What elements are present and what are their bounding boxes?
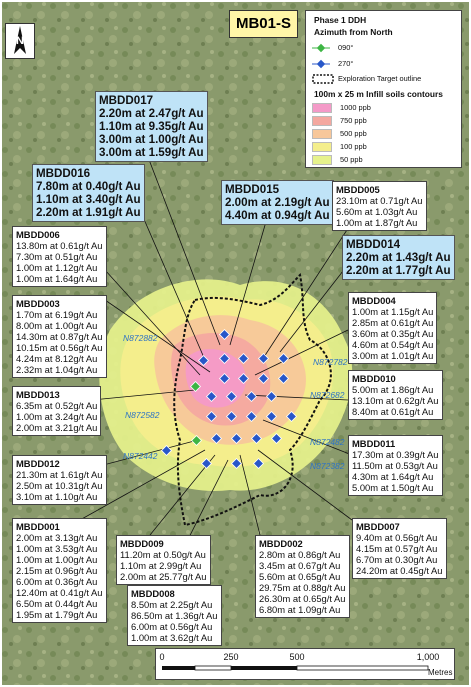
legend-target-outline — [312, 74, 421, 84]
gridline-label: N872482 — [310, 437, 345, 447]
hole-label-mbdd009 — [116, 535, 211, 585]
intercept: 3.00m at 1.59g/t Au — [99, 146, 204, 159]
intercept: 12.40m at 0.41g/t Au — [16, 587, 103, 598]
intercept: 2.32m at 1.04g/t Au — [16, 364, 98, 375]
gridline-label: N872782 — [313, 357, 348, 367]
intercept: 7.30m at 0.51g/t Au — [16, 251, 98, 262]
intercept: 1.00m at 3.24g/t Au — [16, 411, 98, 422]
hole-name: MBDD014 — [346, 238, 401, 251]
map-title: MB01-S — [229, 10, 298, 38]
dashed-outline-icon — [312, 74, 334, 84]
intercept: 26.30m at 0.65g/t Au — [259, 593, 346, 604]
intercept: 5.60m at 1.03g/t Au — [336, 206, 418, 217]
legend-azimuth-270-label: 270° — [338, 59, 354, 68]
intercept: 8.00m at 1.00g/t Au — [16, 320, 98, 331]
hole-name: MBDD005 — [336, 184, 380, 195]
hole-name: MBDD004 — [352, 295, 396, 306]
intercept: 5.60m at 0.65g/t Au — [259, 571, 341, 582]
intercept: 4.15m at 0.57g/t Au — [356, 543, 438, 554]
intercept: 2.15m at 0.96g/t Au — [16, 565, 98, 576]
hole-label-mbdd015 — [221, 180, 334, 225]
legend-azimuth-090 — [312, 43, 353, 53]
intercept: 2.20m at 2.47g/t Au — [99, 107, 204, 120]
scale-graphic — [156, 664, 454, 676]
gridline-label: N872682 — [310, 390, 345, 400]
swatch-1000ppb — [312, 103, 332, 113]
hole-label-mbdd011 — [348, 435, 443, 496]
intercept: 1.00m at 1.12g/t Au — [16, 262, 98, 273]
blue-diamond-icon — [312, 59, 330, 69]
intercept: 2.00m at 3.21g/t Au — [16, 422, 98, 433]
intercept: 2.80m at 0.86g/t Au — [259, 549, 341, 560]
hole-name: MBDD002 — [259, 538, 303, 549]
intercept: 9.40m at 0.56g/t Au — [356, 532, 438, 543]
intercept: 2.85m at 0.61g/t Au — [352, 317, 434, 328]
hole-name: MBDD011 — [352, 438, 396, 449]
hole-label-mbdd017 — [95, 91, 208, 162]
swatch-750ppb — [312, 116, 332, 126]
legend-soil-50 — [312, 155, 363, 165]
gridline-label: N872882 — [123, 333, 158, 343]
swatch-100ppb — [312, 142, 332, 152]
intercept: 4.60m at 0.54g/t Au — [352, 339, 434, 350]
intercept: 24.20m at 0.45g/t Au — [356, 565, 443, 576]
intercept: 23.10m at 0.71g/t Au — [336, 195, 423, 206]
scale-label: 0 — [159, 652, 165, 662]
legend-soil-100 — [312, 142, 367, 152]
intercept: 13.10m at 0.62g/t Au — [352, 395, 439, 406]
intercept: 2.20m at 1.77g/t Au — [346, 264, 451, 277]
legend-heading: Phase 1 DDH — [314, 15, 367, 25]
legend-azimuth-270 — [312, 59, 353, 69]
hole-label-mbdd010 — [348, 370, 443, 420]
intercept: 6.35m at 0.52g/t Au — [16, 400, 98, 411]
intercept: 86.50m at 1.36g/t Au — [131, 610, 218, 621]
hole-name: MBDD017 — [99, 94, 154, 107]
hole-label-mbdd014 — [342, 235, 455, 280]
intercept: 1.10m at 3.40g/t Au — [36, 193, 141, 206]
hole-name: MBDD012 — [16, 458, 60, 469]
legend-soil-500 — [312, 129, 367, 139]
legend — [305, 10, 462, 168]
hole-label-mbdd003 — [12, 295, 107, 378]
intercept: 11.20m at 0.50g/t Au — [120, 549, 206, 560]
hole-label-mbdd005 — [332, 181, 427, 231]
intercept: 6.70m at 0.30g/t Au — [356, 554, 438, 565]
legend-azimuth-heading: Azimuth from North — [314, 27, 393, 37]
hole-label-mbdd002 — [255, 535, 350, 618]
legend-soil-50-label: 50 ppb — [340, 155, 363, 164]
legend-soil-1000 — [312, 103, 371, 113]
hole-name: MBDD010 — [352, 373, 396, 384]
intercept: 17.30m at 0.39g/t Au — [352, 449, 439, 460]
legend-soils-heading: 100m x 25 m Infill soils contours — [314, 89, 443, 99]
green-diamond-icon — [312, 43, 330, 53]
hole-name: MBDD009 — [120, 538, 164, 549]
intercept: 3.00m at 1.01g/t Au — [352, 350, 434, 361]
intercept: 3.00m at 1.00g/t Au — [99, 133, 204, 146]
intercept: 7.80m at 0.40g/t Au — [36, 180, 141, 193]
intercept: 13.80m at 0.61g/t Au — [16, 240, 103, 251]
legend-soil-750-label: 750 ppb — [340, 116, 367, 125]
hole-label-mbdd016 — [32, 164, 145, 222]
hole-name: MBDD007 — [356, 521, 400, 532]
intercept: 29.75m at 0.88g/t Au — [259, 582, 346, 593]
scale-label: 500 — [289, 652, 305, 662]
intercept: 5.00m at 1.86g/t Au — [352, 384, 434, 395]
hole-label-mbdd012 — [12, 455, 107, 505]
hole-name: MBDD003 — [16, 298, 60, 309]
gridline-label: N872582 — [125, 410, 160, 420]
intercept: 1.10m at 2.99g/t Au — [120, 560, 202, 571]
legend-soil-100-label: 100 ppb — [340, 142, 367, 151]
intercept: 3.60m at 0.35g/t Au — [352, 328, 434, 339]
intercept: 4.30m at 1.64g/t Au — [352, 471, 434, 482]
intercept: 8.50m at 2.25g/t Au — [131, 599, 213, 610]
intercept: 1.00m at 3.62g/t Au — [131, 632, 213, 643]
intercept: 1.95m at 1.79g/t Au — [16, 609, 98, 620]
intercept: 11.50m at 0.53g/t Au — [352, 460, 438, 471]
legend-azimuth-090-label: 090° — [338, 43, 354, 52]
swatch-500ppb — [312, 129, 332, 139]
intercept: 6.50m at 0.44g/t Au — [16, 598, 98, 609]
north-arrow — [5, 23, 35, 59]
north-label: N — [16, 35, 24, 47]
legend-target-outline-label: Exploration Target outline — [338, 74, 422, 83]
legend-soil-500-label: 500 ppb — [340, 129, 367, 138]
intercept: 1.70m at 6.19g/t Au — [16, 309, 98, 320]
intercept: 10.15m at 0.56g/t Au — [16, 342, 103, 353]
intercept: 14.30m at 0.87g/t Au — [16, 331, 103, 342]
hole-name: MBDD013 — [16, 389, 60, 400]
intercept: 4.24m at 8.12g/t Au — [16, 353, 98, 364]
intercept: 2.00m at 3.13g/t Au — [16, 532, 98, 543]
intercept: 1.00m at 3.53g/t Au — [16, 543, 98, 554]
legend-soil-750 — [312, 116, 367, 126]
hole-name: MBDD015 — [225, 183, 280, 196]
intercept: 1.00m at 1.15g/t Au — [352, 306, 434, 317]
hole-label-mbdd013 — [12, 386, 101, 436]
gridline-label: N872442 — [123, 451, 158, 461]
hole-name: MBDD008 — [131, 588, 175, 599]
intercept: 1.00m at 1.64g/t Au — [16, 273, 98, 284]
intercept: 4.40m at 0.94g/t Au — [225, 209, 330, 222]
intercept: 3.45m at 0.67g/t Au — [259, 560, 341, 571]
intercept: 6.00m at 0.56g/t Au — [131, 621, 213, 632]
swatch-50ppb — [312, 155, 332, 165]
intercept: 3.10m at 1.10g/t Au — [16, 491, 98, 502]
intercept: 5.00m at 1.50g/t Au — [352, 482, 434, 493]
intercept: 6.80m at 1.09g/t Au — [259, 604, 341, 615]
intercept: 1.10m at 9.35g/t Au — [99, 120, 204, 133]
intercept: 2.20m at 1.91g/t Au — [36, 206, 141, 219]
hole-label-mbdd006 — [12, 226, 107, 287]
north-arrow-icon — [6, 24, 34, 58]
gridline-label: N872382 — [310, 461, 345, 471]
scale-unit: Metres — [428, 668, 453, 677]
intercept: 1.00m at 1.87g/t Au — [336, 217, 418, 228]
intercept: 6.00m at 0.36g/t Au — [16, 576, 98, 587]
hole-label-mbdd008 — [127, 585, 222, 646]
scale-label: 250 — [223, 652, 239, 662]
intercept: 2.50m at 10.31g/t Au — [16, 480, 103, 491]
intercept: 2.00m at 25.77g/t Au — [120, 571, 207, 582]
intercept: 21.30m at 1.61g/t Au — [16, 469, 103, 480]
legend-soil-1000-label: 1000 ppb — [340, 103, 371, 112]
scale-label: 1,000 — [416, 652, 440, 662]
intercept: 1.00m at 1.00g/t Au — [16, 554, 98, 565]
hole-name: MBDD006 — [16, 229, 60, 240]
hole-label-mbdd001 — [12, 518, 107, 623]
hole-name: MBDD001 — [16, 521, 60, 532]
intercept: 2.20m at 1.43g/t Au — [346, 251, 451, 264]
intercept: 2.00m at 2.19g/t Au — [225, 196, 330, 209]
intercept: 8.40m at 0.61g/t Au — [352, 406, 434, 417]
hole-name: MBDD016 — [36, 167, 91, 180]
scale-bar — [155, 648, 455, 680]
hole-label-mbdd004 — [348, 292, 437, 364]
hole-label-mbdd007 — [352, 518, 447, 579]
